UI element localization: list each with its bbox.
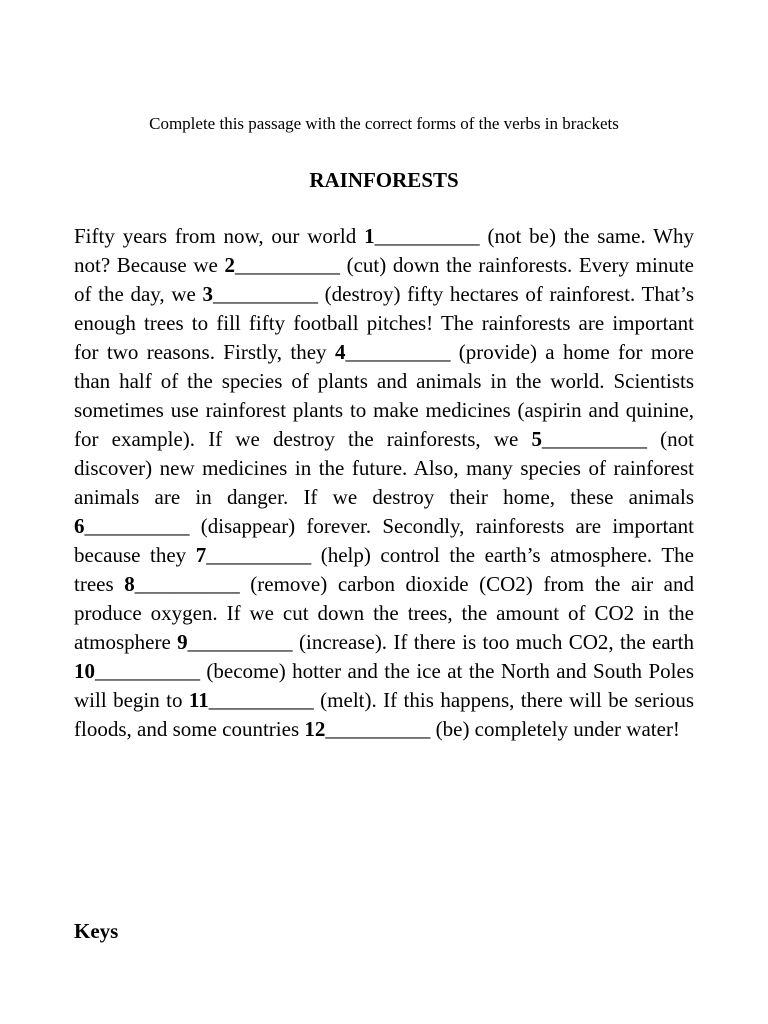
blank-8	[124, 572, 240, 596]
blank-line: __________	[84, 514, 190, 538]
passage-text: (increase). If there is too much CO2, the earth	[292, 630, 694, 654]
passage-text: (provide) a home for more than half of the species of plants and animals in the world. Scientists sometimes use rainforest plants to make medicines (aspirin and quinine, for example). If we destroy the rainforests, we	[74, 340, 695, 451]
blank-number: 3	[202, 282, 213, 306]
blank-line: __________	[206, 543, 312, 567]
passage-title: RAINFORESTS	[309, 168, 459, 192]
passage-text: (remove) carbon dioxide (CO2) from the air and produce oxygen. If we cut down the trees, the amount of CO2 in the atmosphere	[74, 572, 694, 654]
passage-text: (not discover) new medicines in the future. Also, many species of rainforest animals are in danger. If we destroy their home, these animals	[74, 427, 694, 509]
passage-text: (be) completely under water!	[430, 717, 680, 741]
keys-heading: Keys	[74, 919, 119, 943]
blank-number: 7	[195, 543, 207, 567]
instruction-text: Complete this passage with the correct forms of the verbs in brackets	[149, 114, 619, 133]
blank-number: 8	[124, 572, 135, 596]
blank-number: 6	[74, 514, 85, 538]
passage-body	[74, 222, 694, 744]
blank-line: __________	[134, 572, 240, 596]
blank-line: __________	[212, 282, 318, 306]
blank-line: __________	[95, 659, 200, 683]
blank-10	[74, 659, 200, 683]
blank-3	[202, 282, 318, 306]
blank-number: 9	[177, 630, 188, 654]
blank-12	[304, 717, 430, 741]
blank-9	[177, 630, 293, 654]
passage-text: (not be) the same. Why not? Because we	[74, 224, 694, 277]
passage-text: (melt). If this happens, there will be serious floods, and some countries	[74, 688, 694, 741]
blank-line: __________	[187, 630, 293, 654]
blank-number: 10	[74, 659, 95, 683]
blank-number: 1	[364, 224, 375, 248]
passage-text: (disappear) forever. Secondly, rainforests are important because they	[74, 514, 694, 567]
blank-number: 11	[188, 688, 209, 712]
passage-text: (destroy) fifty hectares of rainforest. That’s enough trees to fill fifty football pitches! The rainforests are important for two reasons. Firstly, they	[74, 282, 695, 364]
blank-6	[74, 514, 190, 538]
passage-text: (become) hotter and the ice at the North and South Poles will begin to	[74, 659, 694, 712]
blank-line: __________	[345, 340, 451, 364]
blank-11	[189, 688, 314, 712]
passage-text: (help) control the earth’s atmosphere. The trees	[74, 543, 694, 596]
blank-5	[532, 427, 648, 451]
blank-line: __________	[208, 688, 314, 712]
blank-number: 12	[304, 717, 326, 741]
blank-line: __________	[374, 224, 480, 248]
blank-2	[224, 253, 340, 277]
blank-line: __________	[234, 253, 340, 277]
blank-7	[196, 543, 312, 567]
blank-line: __________	[542, 427, 647, 451]
blank-4	[335, 340, 451, 364]
passage-text: Fifty years from now, our world	[74, 224, 365, 248]
blank-number: 2	[224, 253, 235, 277]
blank-1	[364, 224, 480, 248]
blank-number: 5	[531, 427, 542, 451]
blank-number: 4	[334, 340, 346, 364]
blank-line: __________	[325, 717, 431, 741]
passage-text: (cut) down the rainforests. Every minute of the day, we	[74, 253, 694, 306]
